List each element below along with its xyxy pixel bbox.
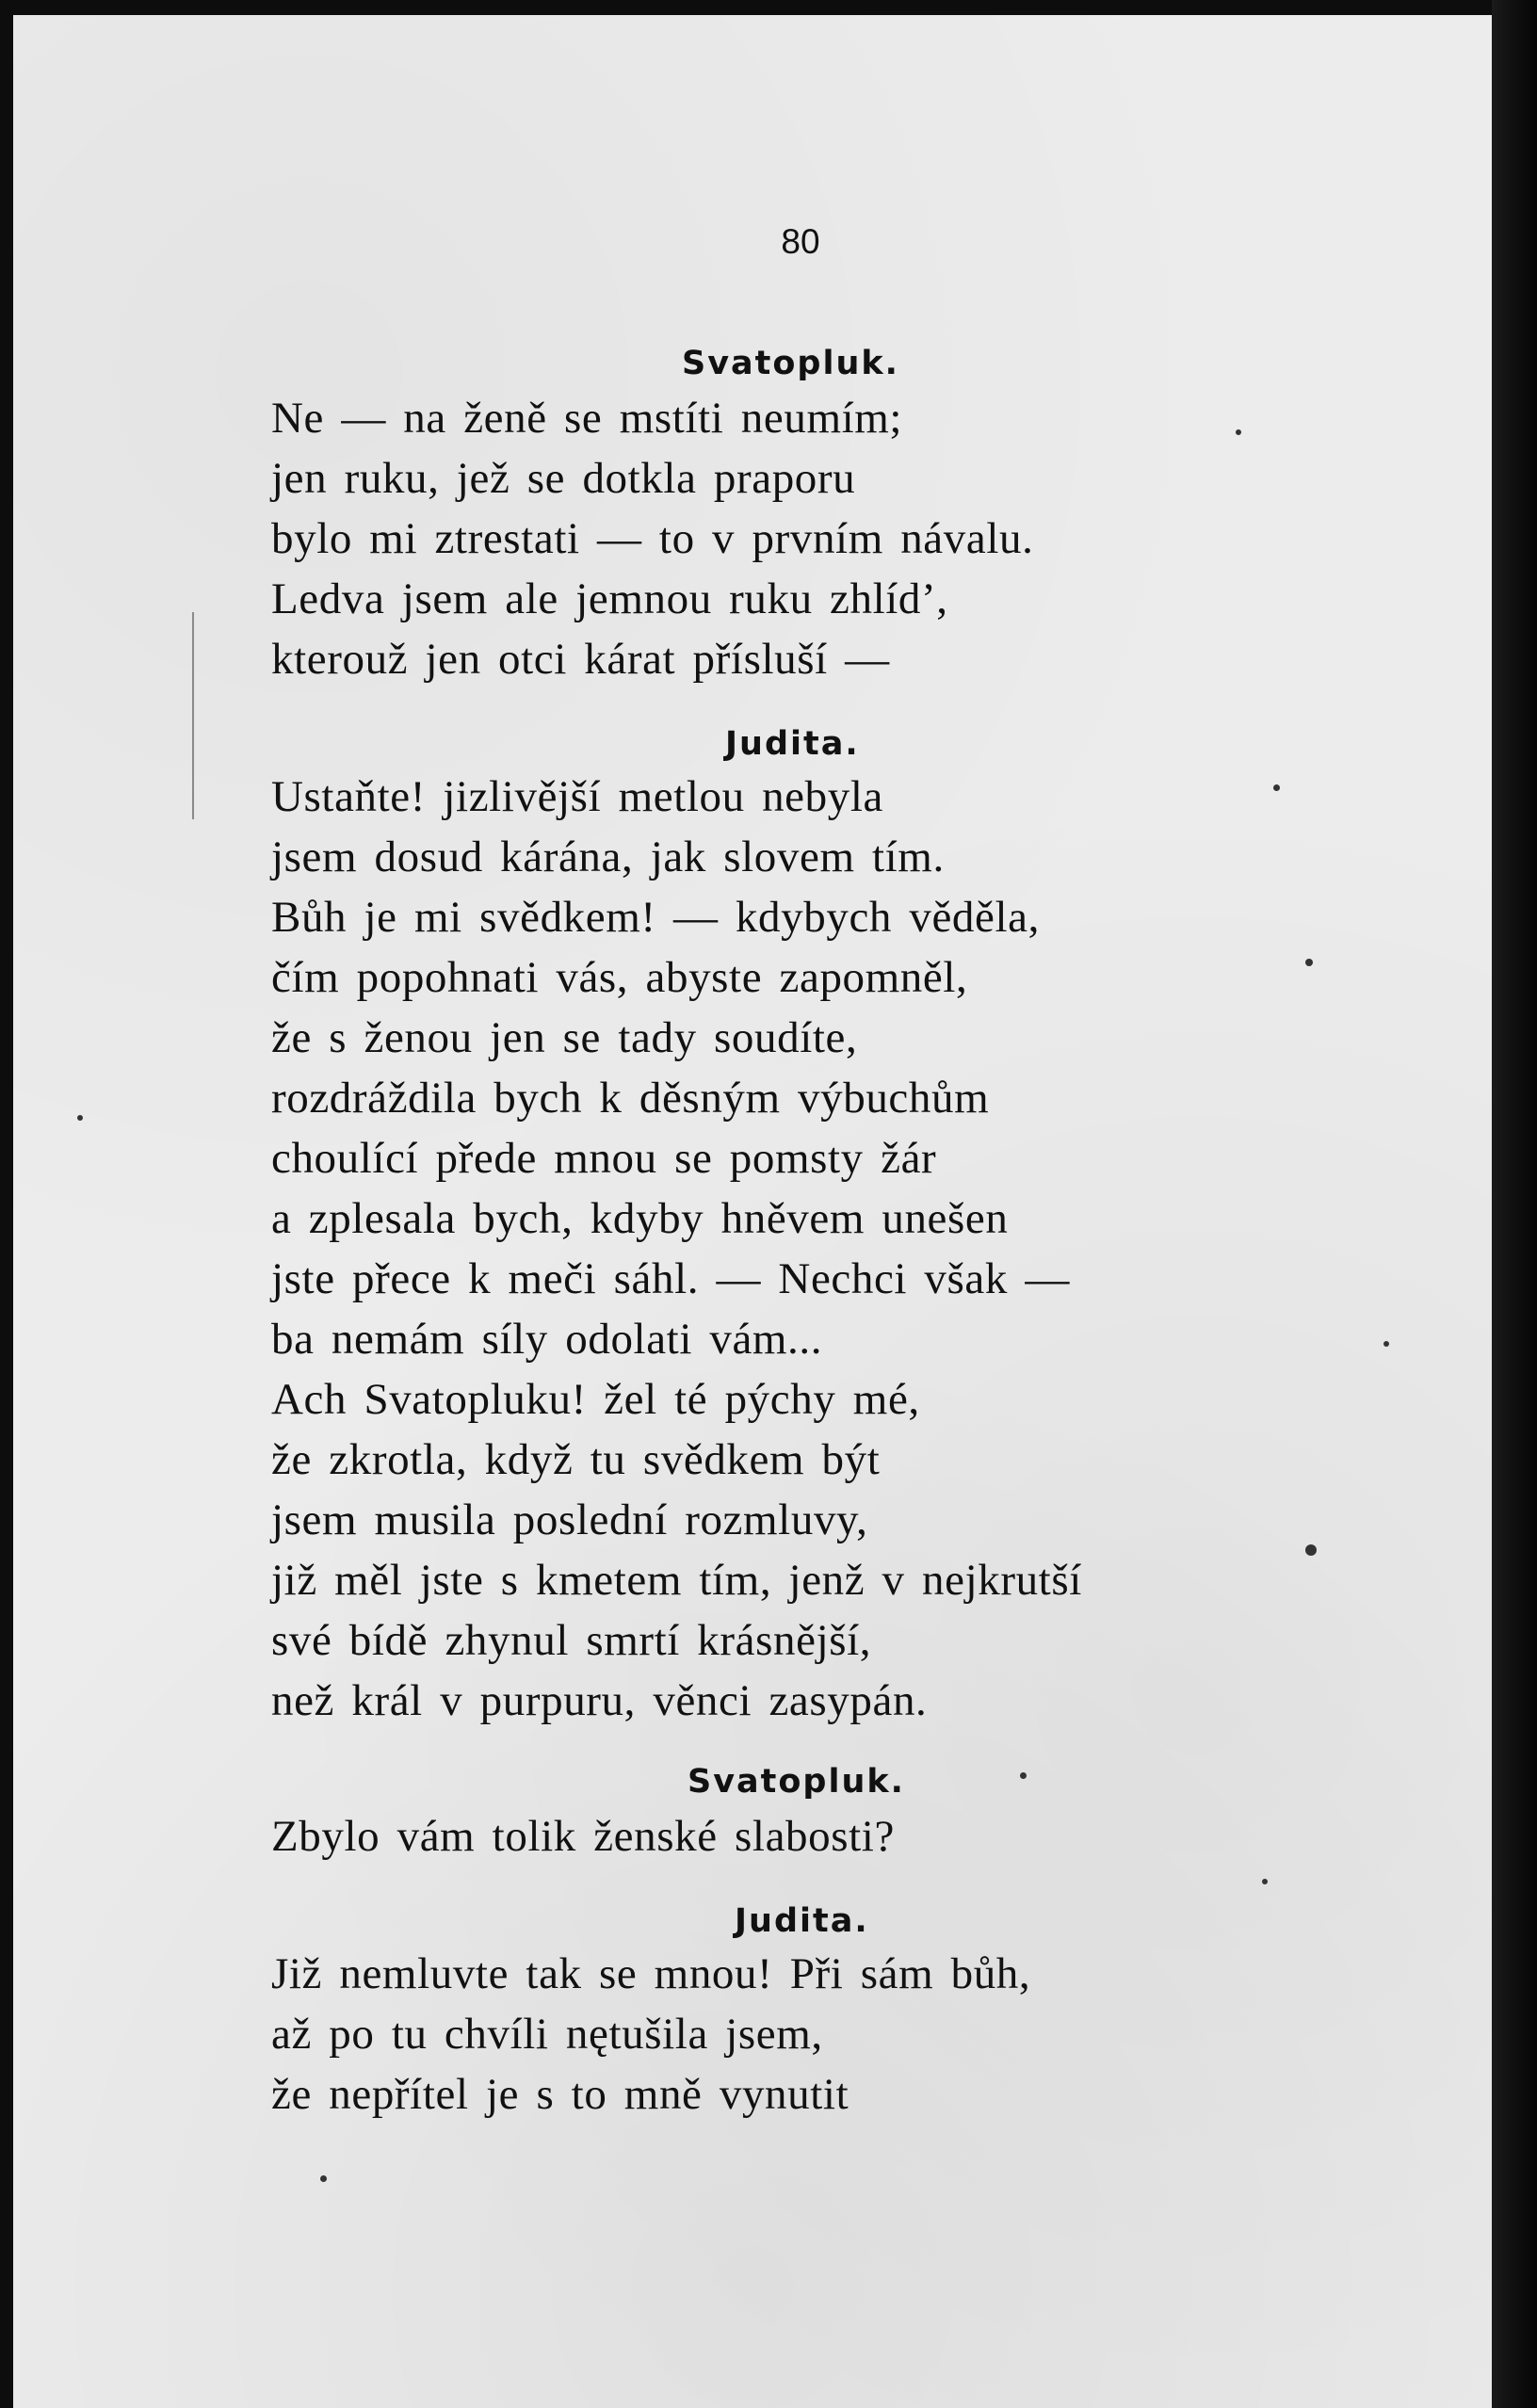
verse-line: jste přece k meči sáhl. — Nechci však — xyxy=(271,1254,1070,1303)
verse-line: a zplesala bych, kdyby hněvem unešen xyxy=(271,1194,1009,1243)
scan-speck xyxy=(1262,1879,1268,1884)
speaker-name: Svatopluk. xyxy=(682,345,899,382)
verse-block xyxy=(271,1806,895,1867)
scan-speck xyxy=(1236,429,1241,435)
margin-pencil-mark xyxy=(192,612,194,819)
verse-line: Ne — na ženě se mstíti neumím; xyxy=(271,394,903,443)
verse-line: Bůh je mi svědkem! — kdybych věděla, xyxy=(271,893,1040,942)
page-number: 80 xyxy=(781,222,820,261)
verse-line: jsem dosud kárána, jak slovem tím. xyxy=(271,832,945,881)
speaker-name: Svatopluk. xyxy=(688,1763,905,1801)
verse-line: Ledva jsem ale jemnou ruku zhlíd’, xyxy=(271,574,948,623)
scan-speck xyxy=(1305,1544,1317,1556)
scan-speck xyxy=(1305,959,1313,966)
scan-speck xyxy=(77,1115,83,1121)
book-spine-shadow xyxy=(1492,0,1537,2408)
verse-line: bylo mi ztrestati — to v prvním návalu. xyxy=(271,514,1034,563)
verse-block xyxy=(271,388,1033,689)
verse-line: jsem musila poslední rozmluvy, xyxy=(271,1495,868,1544)
scan-speck xyxy=(320,2175,327,2182)
verse-line: choulící přede mnou se pomsty žár xyxy=(271,1134,937,1183)
speaker-name: Judita. xyxy=(725,725,860,763)
verse-line: ba nemám síly odolati vám... xyxy=(271,1315,823,1364)
verse-line: že zkrotla, když tu svědkem být xyxy=(271,1435,881,1484)
verse-line: kterouž jen otci kárat přísluší — xyxy=(271,635,890,684)
verse-line: Ustaňte! jizlivější metlou nebyla xyxy=(271,772,883,821)
verse-block xyxy=(271,767,1082,1731)
verse-line: již měl jste s kmetem tím, jenž v nejkrutší xyxy=(271,1556,1082,1605)
verse-block xyxy=(271,1944,1030,2125)
verse-line: že s ženou jen se tady soudíte, xyxy=(271,1013,858,1062)
verse-line: než král v purpuru, věnci zasypán. xyxy=(271,1676,928,1725)
speaker-name: Judita. xyxy=(735,1902,869,1940)
verse-line: až po tu chvíli nętušila jsem, xyxy=(271,2010,823,2059)
verse-line: jen ruku, jež se dotkla praporu xyxy=(271,454,856,503)
verse-line: rozdráždila bych k děsným výbuchům xyxy=(271,1074,990,1123)
scan-speck xyxy=(1383,1341,1389,1347)
verse-line: čím popohnati vás, abyste zapomněl, xyxy=(271,953,968,1002)
scan-speck xyxy=(1273,784,1280,791)
scan-speck xyxy=(1020,1772,1027,1779)
verse-line: Zbylo vám tolik ženské slabosti? xyxy=(271,1812,895,1861)
verse-line: Již nemluvte tak se mnou! Při sám bůh, xyxy=(271,1949,1031,1998)
verse-line: své bídě zhynul smrtí krásnější, xyxy=(271,1616,872,1665)
verse-line: že nepřítel je s to mně vynutit xyxy=(271,2070,849,2119)
verse-line: Ach Svatopluku! žel té pýchy mé, xyxy=(271,1375,920,1424)
